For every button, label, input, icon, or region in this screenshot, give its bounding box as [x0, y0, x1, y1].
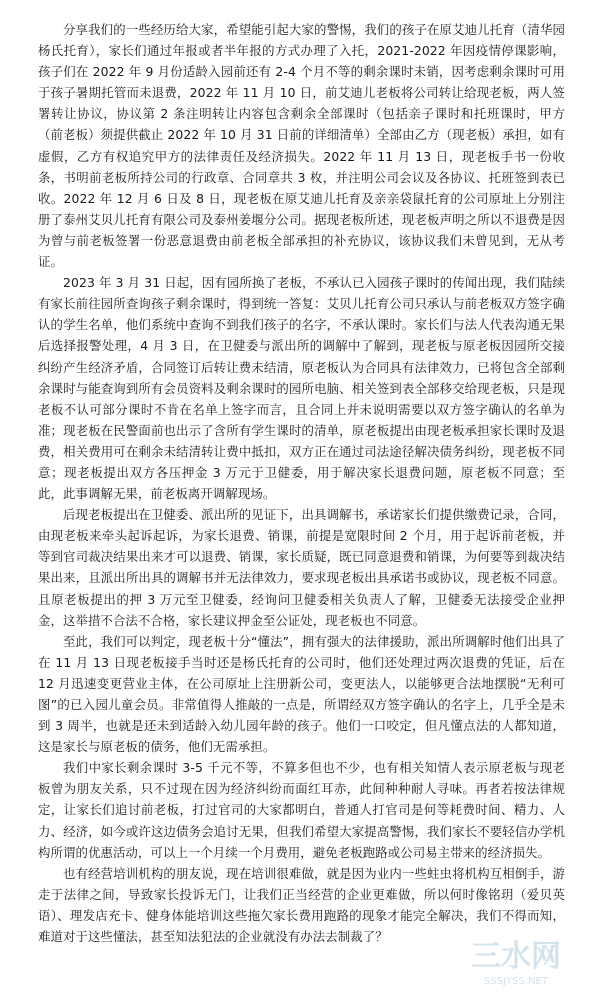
paragraph-4: 至此，我们可以判定，现老板十分“懂法”，拥有强大的法律援助，派出所调解时他们出具了在 11 月 13 日现老板接手当时还是杨氏托育的公司时，他们还处理过两次退费的凭证，后在 12 月迅速变更营业主体，在公司原址上注册新公司，变更法人，以能够更合法地摆脱“无利可图”的已入园儿童会员。非常值得人推敲的一点是，所谓经双方签字确认的名字上，几乎全是未到 3 周半，也就是还未到适龄入幼儿园年龄的孩子。他们一口咬定，但凡懂点法的人都知道，这是家长与原老板的债务，他们无需承担。: [38, 633, 565, 755]
paragraph-6: 也有经营培训机构的朋友说，现在培训很难做，就是因为业内一些蛀虫将机构互相倒手，游走于法律之间，导致家长投诉无门，让我们正当经营的企业更难做，所以何时像铭玥（爱贝英语）、理发店充卡、健身体能培训这些拖欠家长费用跑路的现象才能完全解决，我们不得而知，难道对于这些懂法，甚至知法犯法的企业就没有办法去制裁了？: [38, 865, 565, 945]
watermark-graphic: [446, 930, 586, 990]
svg-text:SSSJYSS.NET: SSSJYSS.NET: [484, 976, 548, 987]
paragraph-2: 2023 年 3 月 31 日起，因有园所换了老板，不承认已入园孩子课时的传闻出现，我们陆续有家长前往园所查询孩子剩余课时，得到统一答复：艾贝儿托育公司只承认与前老板双方签字确认的学生名单，他们系统中查询不到我们孩子的名字，不承认课时。家长们与法人代表沟通无果后选择报警处理，4 月 3 日，在卫健委与派出所的调解中了解到，现老板与原老板因园所交接纠纷产生经济矛盾，合同签订后转让费未结清，原老板认为合同具有法律效力，已将包含全部剩余课时与能查询到所有会员资料及剩余课时的园所电脑、相关签到表全部移交给现老板，只是现老板不认可部分课时不肯在名单上签字而言，且合同上并未说明需要以双方签字确认的名单为准；现老板在民警面前也出示了含所有学生课时的清单，原老板提出由现老板承担家长课时及退费，相关费用可在剩余未结清转让费中抵扣，双方正在通过司法途径解决债务纠纷，现老板不同意；现老板提出双方各压押金 3 万元于卫健委，用于解决家长退费问题，原老板不同意；至此，此事调解无果，前老板离开调解现场。: [38, 275, 565, 502]
paragraph-1: 分享我们的一些经历给大家，希望能引起大家的警惕，我们的孩子在原艾迪儿托育（清华园杨氏托育），家长们通过年报或者半年报的方式办理了入托，2021-2022 年因疫情停课影响，孩子们在 2022 年 9 月份适龄入园前还有 2-4 个月不等的剩余课时未销，因考虑剩余课时可用于孩子暑期托管而未退费，2022 年 11 月 10 日，前艾迪儿老板将公司转让给现老板，两人签署转让协议，协议第 2 条注明转让内容包含剩余全部课时（包括亲子课时和托班课时，甲方（前老板）须提供截止 2022 年 10 月 31 日前的详细清单）全部由乙方（现老板）承担，如有虚假，乙方有权追究甲方的法律责任及经济损失。2022 年 11 月 13 日，现老板手书一份收条，书明前老板所持公司的行政章、合同章共 3 枚，并注明公司会议及各协议、托班签到表已收。2022 年 12 月 6 日及 8 日，现老板在原艾迪儿托育及亲亲袋鼠托育的公司原址上分别注册了泰州艾贝儿托育有限公司及泰州姜堰分公司。据现老板所述，现老板声明之所以不退费是因为曾与前老板签署一份恶意退费由前老板全部承担的补充协议，该协议我们未曾见到，无从考证。: [38, 22, 565, 270]
article-body: [38, 19, 565, 947]
site-watermark-logo: [446, 930, 586, 990]
paragraph-5: 我们中家长剩余课时 3-5 千元不等，不算多但也不少，也有相关知情人表示原老板与现老板曾为朋友关系，只不过现在因为经济纠纷而面红耳赤，此间种种耐人寻味。再者若按法律规定，让家长们追讨前老板，打过官司的大家都明白，普通人打官司是何等耗费时间、精力、人力、经济，如今或许这边债务会追讨无果，但我们希望大家提高警惕，我们家长不要轻信办学机构所谓的优惠活动，可以上一个月续一个月费用，避免老板跑路或公司易主带来的经济损失。: [38, 760, 565, 860]
svg-text:三水网: 三水网: [471, 939, 561, 974]
paragraph-3: 后现老板提出在卫健委、派出所的见证下，出具调解书，承诺家长们提供缴费记录，合同，由现老板来牵头起诉起诉，为家长退费、销课，前提是宽限时间 2 个月，用于起诉前老板，并等到官司裁决结果出来才可以退费、销课，家长质疑，既已同意退费和销课，为何要等到裁决结果出来，且派出所出具的调解书并无法律效力，要求现老板出具承诺书或协议，现老板不同意。且原老板提出的押 3 万元至卫健委，经询问卫健委相关负责人了解，卫健委无法接受企业押金，这举措不合法不合格，家长建议押金至公证处，现老板也不同意。: [38, 507, 565, 628]
